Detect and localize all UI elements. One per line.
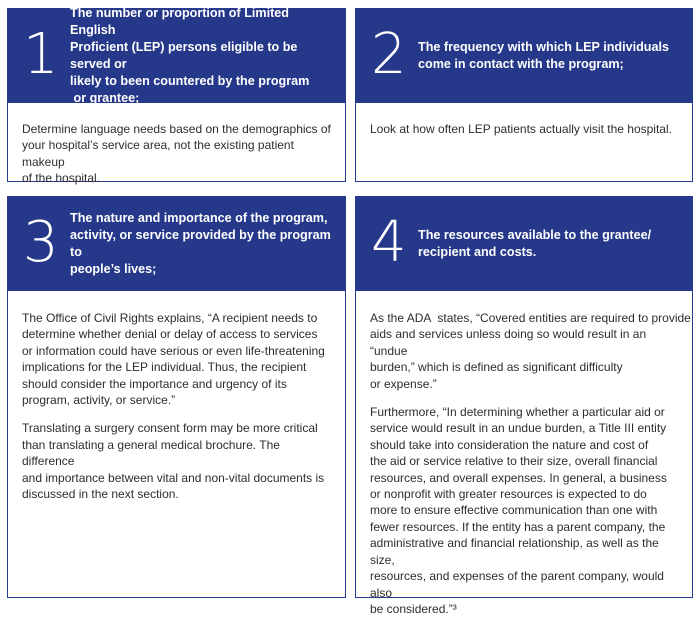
heading-line: recipient and costs. bbox=[418, 245, 537, 259]
heading-line: activity, or service provided by the program to bbox=[70, 228, 331, 259]
card-4-header bbox=[356, 197, 692, 291]
card-1-heading bbox=[70, 5, 333, 107]
card-1-header bbox=[8, 6, 345, 105]
heading-line: The nature and importance of the program, bbox=[70, 211, 328, 225]
card-3-heading bbox=[70, 210, 333, 278]
card-2-header bbox=[356, 9, 692, 103]
card-3 bbox=[7, 196, 346, 598]
body-paragraph: Determine language needs based on the demographics of your hospital’s service area, not the existing patient makeup of the hospital. bbox=[22, 122, 331, 186]
body-paragraph: Furthermore, “In determining whether a particular aid or service would result in an undue burden, a Title III entity should take into consideration the nature and cost of the aid or service relative to their size, overall financial resources, and overall expenses. In general, a business or nonprofit with greater resources is expected to do more to ensure effective communication than one with fewer resources. If the entity has a parent company, the administrative and financial relationship, as well as the size, resources, and expenses of the parent company, would also be considered.”³ bbox=[370, 405, 667, 616]
card-4-number: 4 bbox=[371, 209, 407, 275]
card-2-number: 2 bbox=[371, 21, 407, 87]
card-2-heading bbox=[418, 39, 680, 73]
heading-line: The frequency with which LEP individuals bbox=[418, 40, 669, 54]
body-paragraph: Translating a surgery consent form may be more critical than translating a general medical brochure. The difference and importance between vital and non-vital documents is discussed in the next section. bbox=[22, 421, 325, 502]
body-paragraph: The Office of Civil Rights explains, “A recipient needs to determine whether denial or delay of access to services or information could have serious or even life-threatening implications for the LEP individual. Thus, the recipient should consider the importance and urgency of its program, activity, or service.” bbox=[22, 311, 325, 408]
heading-line: likely to been countered by the program bbox=[70, 74, 310, 88]
card-1-number: 1 bbox=[23, 21, 59, 87]
card-1-body bbox=[22, 121, 331, 199]
heading-line: The resources available to the grantee/ bbox=[418, 228, 652, 242]
card-2-body bbox=[370, 121, 678, 149]
heading-line: The number or proportion of Limited English bbox=[70, 6, 289, 37]
body-paragraph: As the ADA states, “Covered entities are required to provide aids and services unless doing so would result in an “undue burden,” which is defined as significant difficulty or expense.” bbox=[370, 311, 691, 391]
card-2 bbox=[355, 8, 693, 182]
heading-line: or grantee; bbox=[70, 91, 140, 105]
card-1 bbox=[7, 6, 346, 186]
card-4-heading bbox=[418, 227, 680, 261]
body-paragraph: Look at how often LEP patients actually visit the hospital. bbox=[370, 122, 672, 136]
card-4-body bbox=[370, 310, 691, 629]
card-3-number: 3 bbox=[23, 209, 59, 275]
heading-line: come in contact with the program; bbox=[418, 57, 624, 71]
card-3-header bbox=[8, 197, 345, 291]
heading-line: Proficient (LEP) persons eligible to be served or bbox=[70, 40, 298, 71]
card-3-body bbox=[22, 310, 331, 514]
heading-line: people’s lives; bbox=[70, 262, 157, 276]
card-4 bbox=[355, 196, 693, 616]
